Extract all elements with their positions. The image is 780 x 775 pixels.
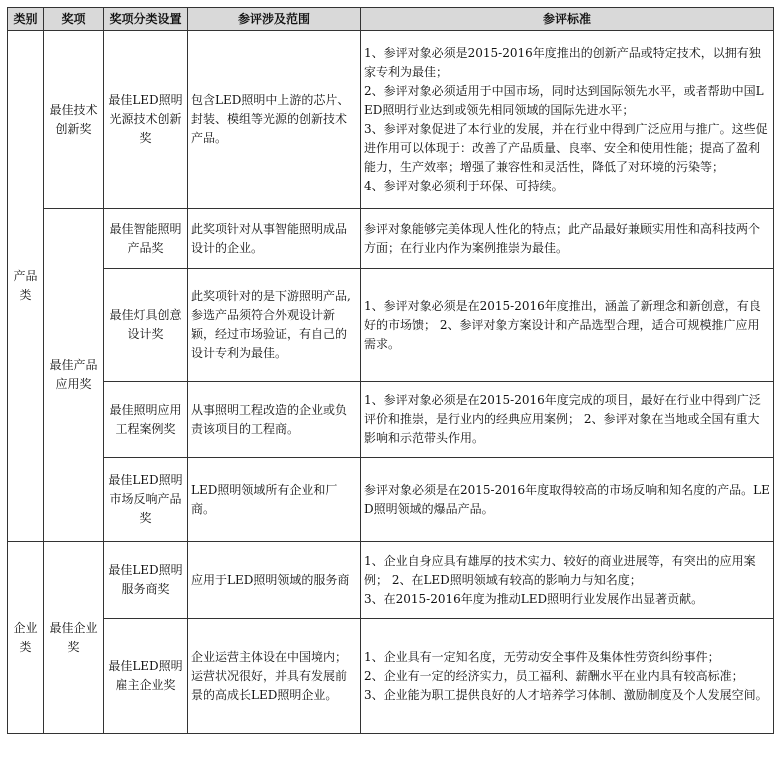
criteria-item: 1、参评对象必须是在2015-2016年度完成的项目，最好在行业中得到广泛评价和推崇，是行业内的经典应用案例； 2、参评对象在当地或全国有重大影响和示范带头作用。 [364,393,761,445]
criteria-item: 3、参评对象促进了本行业的发展，并在行业中得到广泛应用与推广。这些促进作用可以体现于：改善了产品质量、良率、安全和使用性能；提高了盈利能力，生产效率；增强了兼容性和灵活性，降低了对环境的污染等； [364,121,768,174]
header-scope: 参评涉及范围 [188,8,361,31]
criteria-item: 参评对象必须是在2015-2016年度取得较高的市场反响和知名度的产品。LED照明领域的爆品产品。 [364,482,770,516]
sub-award-cell: 最佳智能照明产品奖 [104,209,188,269]
header-row [8,8,774,31]
award-cell: 最佳技术创新奖 [44,31,104,209]
header-award: 奖项 [44,8,104,31]
table-row [8,458,774,542]
scope-cell: 包含LED照明中上游的芯片、封装、模组等光源的创新技术产品。 [188,31,361,209]
criteria-cell [361,209,774,269]
criteria-item: 1、企业具有一定知名度，无劳动安全事件及集体性劳资纠纷事件； [364,649,720,664]
table-row [8,619,774,734]
scope-cell: 此奖项针对从事智能照明成品设计的企业。 [188,209,361,269]
criteria-item: 1、参评对象必须是2015-2016年度推出的创新产品或特定技术，以拥有独家专利为最佳； [364,45,761,79]
criteria-cell [361,619,774,734]
criteria-cell [361,31,774,209]
criteria-item: 2、企业有一定的经济实力，员工福利、薪酬水平在业内具有较高标准； [364,668,744,683]
criteria-cell [361,382,774,458]
scope-cell: 从事照明工程改造的企业或负责该项目的工程商。 [188,382,361,458]
criteria-item: 1、企业自身应具有雄厚的技术实力、较好的商业进展等，有突出的应用案例； 2、在LED照明领域有较高的影响力与知名度； [364,553,756,587]
criteria-item: 2、参评对象必须适用于中国市场，同时达到国际领先水平，或者帮助中国LED照明行业达到或领先相同领域的国际先进水平； [364,83,764,117]
criteria-cell [361,542,774,619]
scope-cell: LED照明领域所有企业和厂商。 [188,458,361,542]
award-cell: 最佳产品应用奖 [44,209,104,542]
scope-cell: 此奖项针对的是下游照明产品,参选产品须符合外观设计新颖，经过市场验证，有自己的设计专利为最佳。 [188,269,361,382]
sub-award-cell: 最佳LED照明市场反响产品奖 [104,458,188,542]
criteria-item: 4、参评对象必须利于环保、可持续。 [364,178,564,193]
scope-cell: 企业运营主体设在中国境内；运营状况很好，并具有发展前景的高成长LED照明企业。 [188,619,361,734]
criteria-item: 参评对象能够完美体现人性化的特点；此产品最好兼顾实用性和高科技两个方面；在行业内作为案例推崇为最佳。 [364,221,761,255]
table-row [8,542,774,619]
category-cell: 产品类 [8,31,44,542]
table-row [8,269,774,382]
sub-award-cell: 最佳LED照明光源技术创新奖 [104,31,188,209]
table-row [8,382,774,458]
criteria-cell [361,269,774,382]
header-sub-award: 奖项分类设置 [104,8,188,31]
table-row [8,209,774,269]
criteria-item: 1、参评对象必须是在2015-2016年度推出，涵盖了新理念和新创意，有良好的市场馈； 2、参评对象方案设计和产品选型合理，适合可规模推广应用需求。 [364,298,761,351]
sub-award-cell: 最佳灯具创意设计奖 [104,269,188,382]
award-criteria-table [7,7,774,734]
table-row [8,31,774,209]
header-criteria: 参评标准 [361,8,774,31]
scope-cell: 应用于LED照明领域的服务商 [188,542,361,619]
sub-award-cell: 最佳LED照明雇主企业奖 [104,619,188,734]
award-cell: 最佳企业奖 [44,542,104,734]
criteria-item: 3、企业能为职工提供良好的人才培养学习体制、激励制度及个人发展空间。 [364,687,768,702]
header-category: 类别 [8,8,44,31]
criteria-item: 3、在2015-2016年度为推动LED照明行业发展作出显著贡献。 [364,591,704,606]
sub-award-cell: 最佳LED照明服务商奖 [104,542,188,619]
sub-award-cell: 最佳照明应用工程案例奖 [104,382,188,458]
criteria-cell [361,458,774,542]
category-cell: 企业类 [8,542,44,734]
